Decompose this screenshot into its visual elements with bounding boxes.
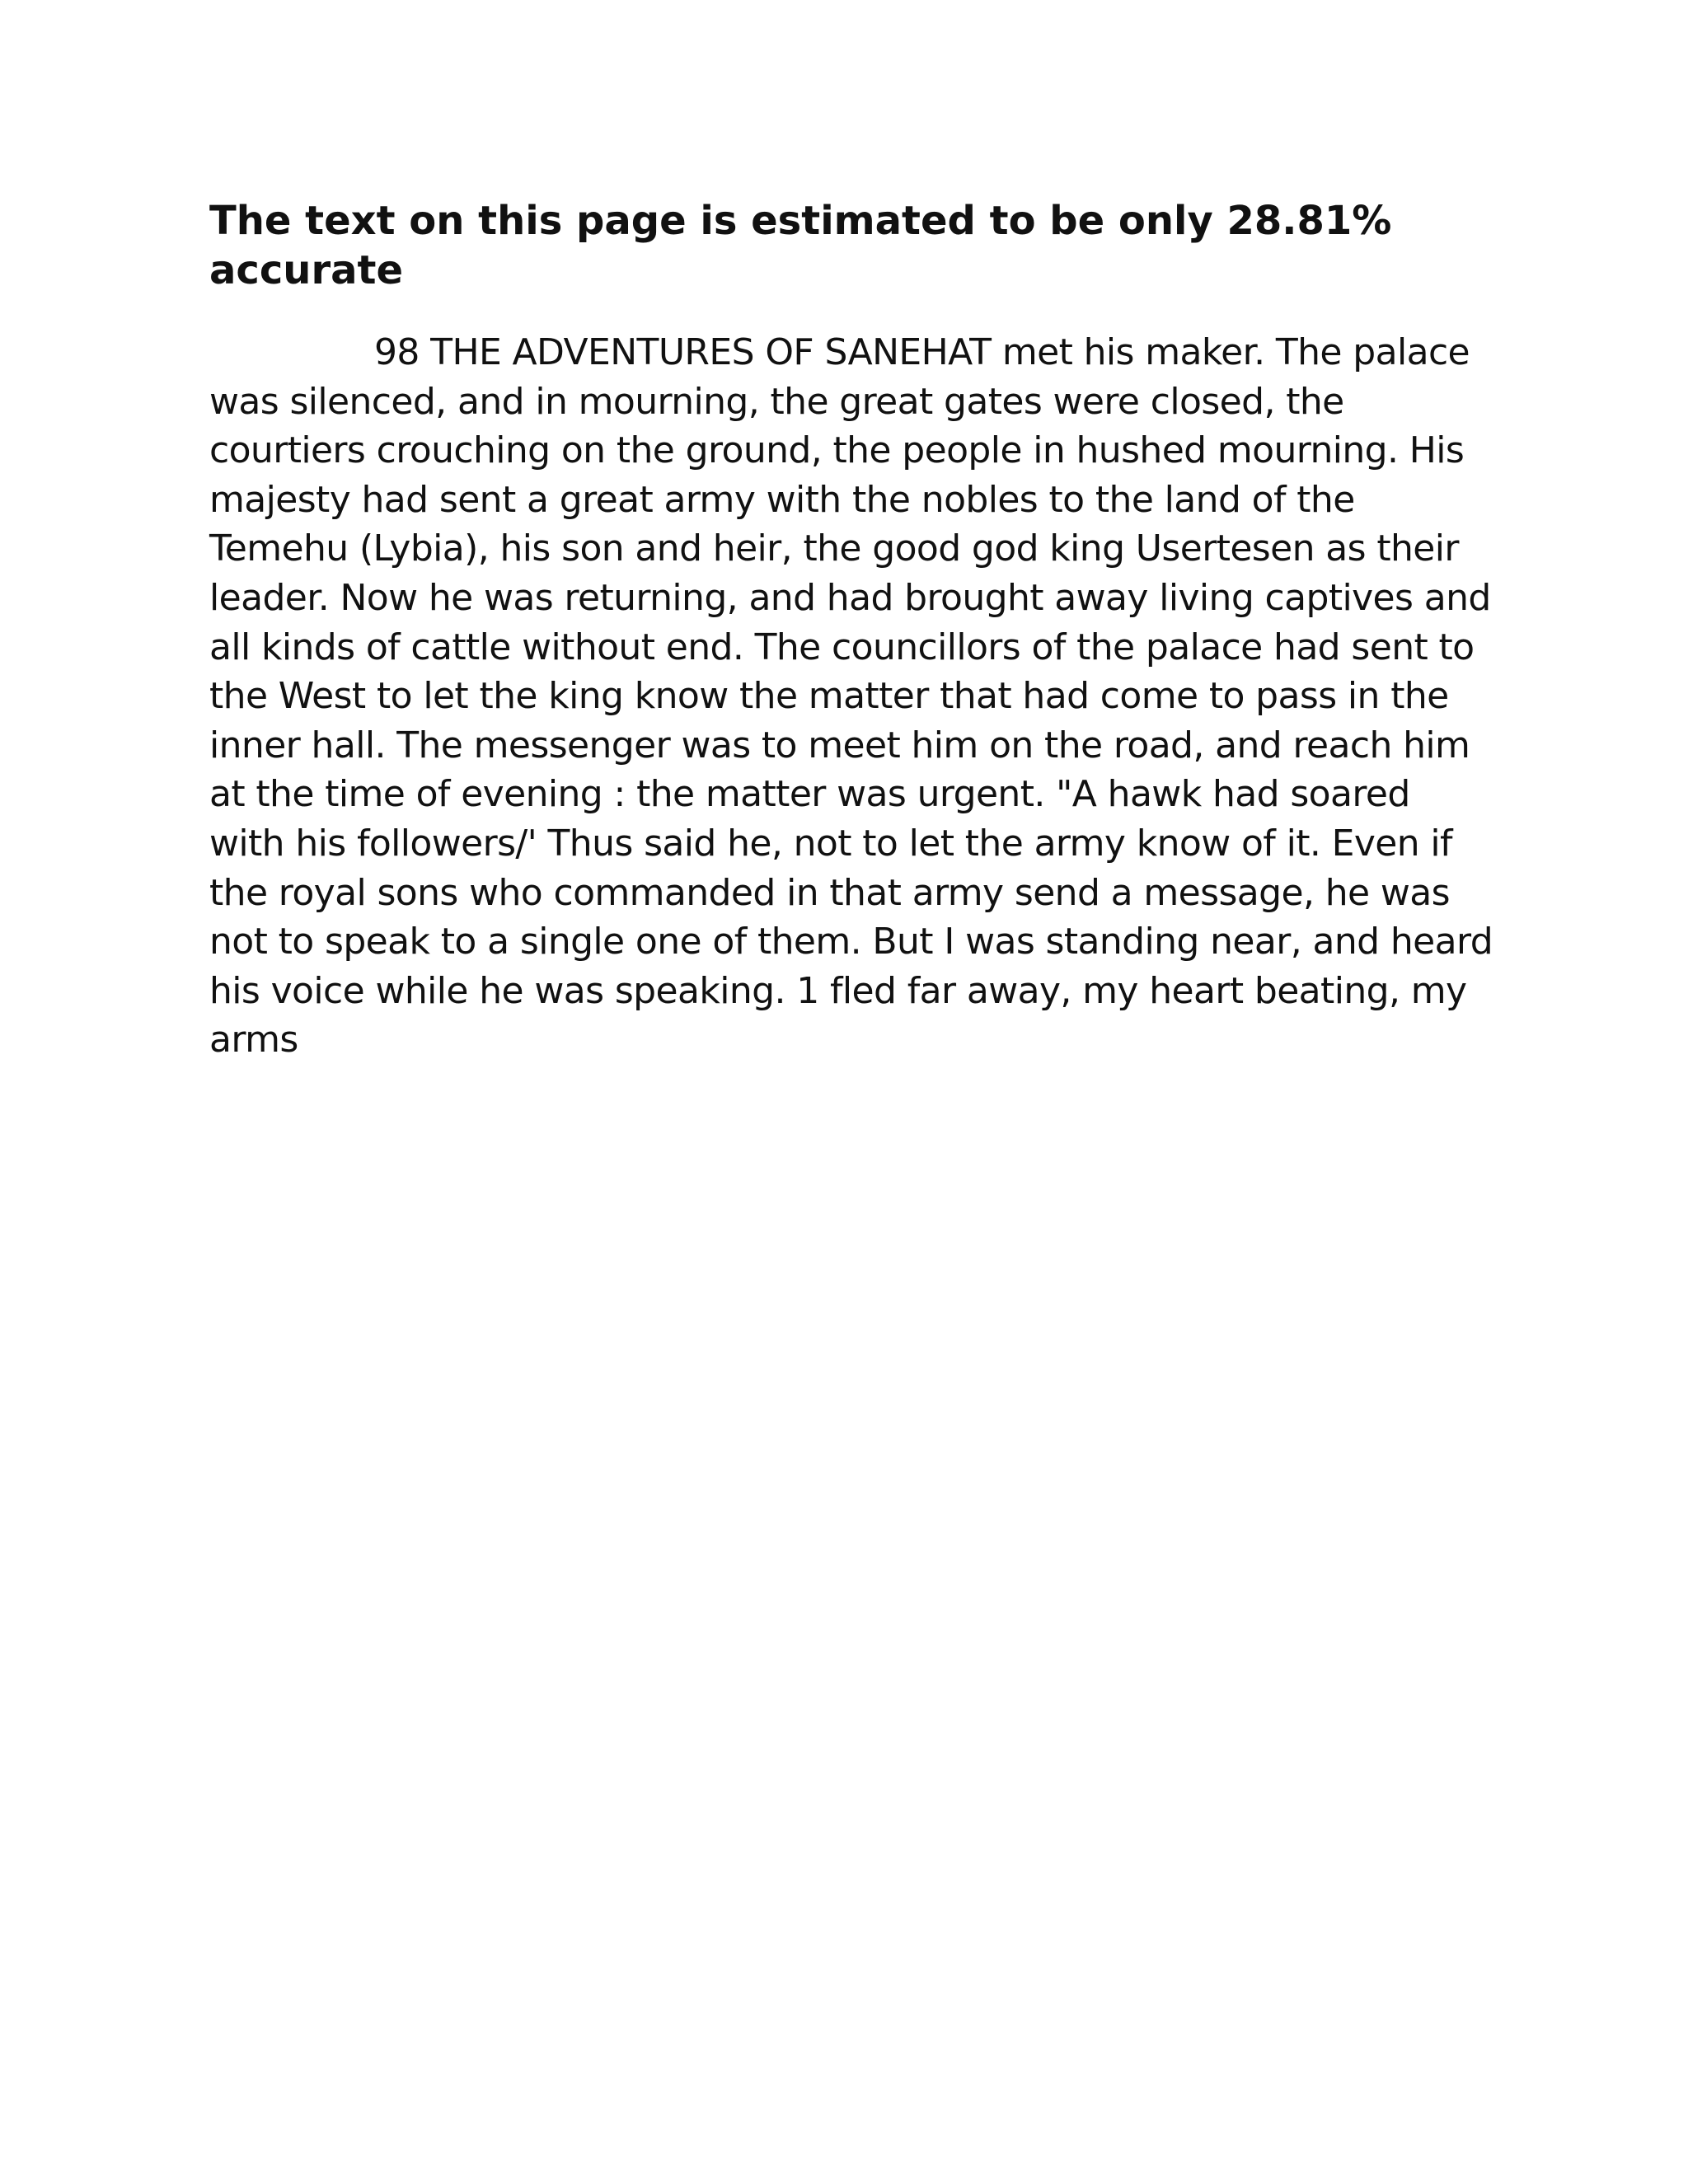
document-page <box>209 196 1495 1065</box>
body-paragraph: 98 THE ADVENTURES OF SANEHAT met his maker. The palace was silenced, and in mourning, the great gates were closed, the courtiers crouching on the ground, the people in hushed mourning. His majesty had sent a great army with the nobles to the land of the Temehu (Lybia), his son and heir, the good god king Usertesen as their leader. Now he was returning, and had brought away living captives and all kinds of cattle without end. The councillors of the palace had sent to the West to let the king know the matter that had come to pass in the inner hall. The messenger was to meet him on the road, and reach him at the time of evening : the matter was urgent. "A hawk had soared with his followers/' Thus said he, not to let the army know of it. Even if the royal sons who commanded in that army send a message, he was not to speak to a single one of them. But I was standing near, and heard his voice while he was speaking. 1 fled far away, my heart beating, my arms <box>209 331 1493 1062</box>
accuracy-notice-heading: The text on this page is estimated to be only 28.81% accurate <box>209 198 1392 293</box>
